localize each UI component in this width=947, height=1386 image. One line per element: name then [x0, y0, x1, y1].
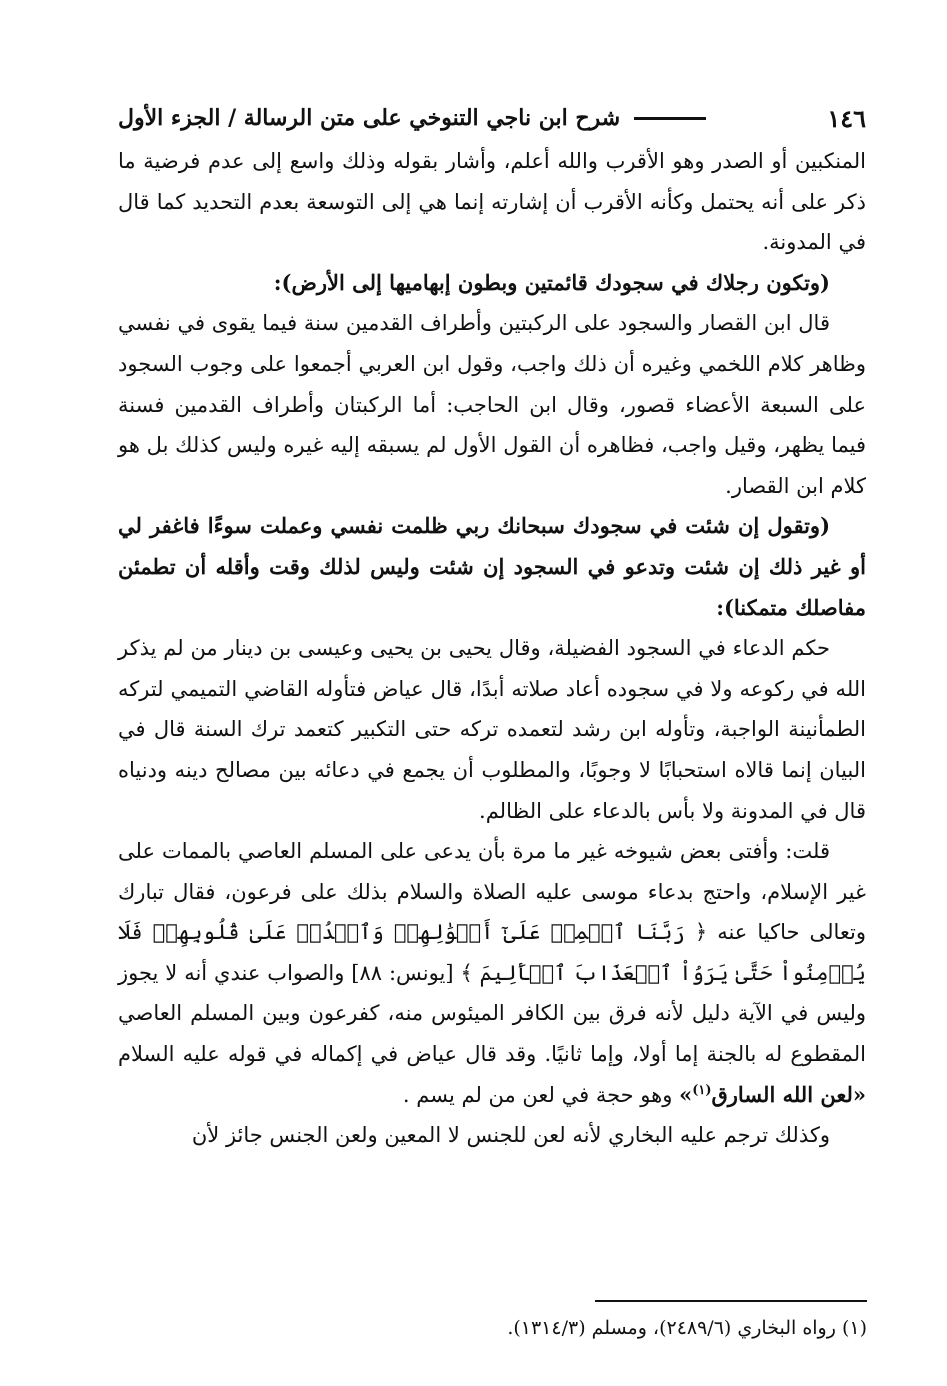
footnote: (١) رواه البخاري (٢٤٨٩/٦)، ومسلم (١٣١٤/٣). [507, 1317, 867, 1339]
footnote-marker[interactable]: (١) [692, 1082, 712, 1098]
paragraph-4-end: وهو حجة في لعن من لم يسم . [402, 1082, 673, 1107]
page-header [118, 95, 866, 141]
page-number: ١٤٦ [827, 103, 866, 133]
paragraph-2: قال ابن القصار والسجود على الركبتين وأطراف القدمين سنة فيما يقوى في نفسي وظاهر كلام اللخمي وغيره أن ذلك واجب، وقول ابن العربي أجمعوا على وجوب السجود على السبعة الأعضاء قصور، وقال ابن الحاجب: أما الركبتان وأطراف القدمين فسنة فيما يظهر، وقيل واجب، فظاهره أن القول الأول لم يسبقه إليه غيره وليس كذلك بل هو كلام ابن القصار. [118, 311, 866, 498]
running-title-group [118, 105, 706, 131]
paragraph-4-text: قلت: وأفتى بعض شيوخه غير ما مرة بأن يدعى على المسلم العاصي بالممات على غير الإسلام، واحتج بدعاء موسى عليه الصلاة والسلام بذلك على فرعون، فقال تبارك وتعالى حاكيا عنه [118, 839, 866, 945]
running-title: شرح ابن ناجي التنوخي على متن الرسالة / الجزء الأول [118, 105, 621, 131]
paragraph-4-continued: [يونس: ٨٨] والصواب عندي أنه لا يجوز وليس في الآية دليل لأنه فرق بين الكافر الميئوس منه، كفرعون وبين المسلم العاصي المقطوع له بالجنة إما أولا، وإما ثانيًا. وقد قال عياض في إكماله في قوله عليه السلام [118, 960, 866, 1067]
footnote-separator [595, 1300, 867, 1302]
paragraph-1: المنكبين أو الصدر وهو الأقرب والله أعلم، وأشار بقوله وذلك واسع إلى عدم فرضية ما ذكر على أنه يحتمل وكأنه الأقرب أن إشارته إنما هي إلى التوسعة بعدم التحديد كما قال في المدونة. [118, 149, 866, 255]
book-page [118, 95, 866, 1156]
paragraph-5: وكذلك ترجم عليه البخاري لأنه لعن للجنس لا المعين ولعن الجنس جائز لأن [191, 1123, 830, 1148]
hadith-quote [679, 1082, 866, 1107]
quran-verse: ﴿ رَبَّنَا ٱطۡمِسۡ عَلَىٰٓ أَمۡوَٰلِهِمۡ وَٱشۡدُدۡ عَلَىٰ قُلُوبِهِمۡ فَلَا يُؤۡمِنُواْ حَتَّىٰ يَرَوُاْ ٱلۡعَذَابَ ٱلۡأَلِيمَ ﴾ [118, 920, 866, 985]
header-dash [634, 117, 706, 120]
page-body [118, 141, 866, 1156]
hadith-quote-close: » [679, 1081, 693, 1107]
matn-heading-2: (وتقول إن شئت في سجودك سبحانك ربي ظلمت نفسي وعملت سوءًا فاغفر لي أو غير ذلك إن شئت وتدعو في السجود إن شئت وليس لذلك وقت وأقله أن تطمئن مفاصلك متمكنا): [118, 513, 866, 620]
paragraph-3: حكم الدعاء في السجود الفضيلة، وقال يحيى بن يحيى وعيسى بن دينار من لم يذكر الله في ركوعه ولا في سجوده أعاد صلاته أبدًا، قال عياض فتأوله القاضي التميمي لتركه الطمأنينة الواجبة، وتأوله ابن رشد لتعمده تركه حتى التكبير كتعمد ترك السنة قال في البيان إنما قالاه استحبابًا لا وجوبًا، والمطلوب أن يجمع في دعائه بين مصالح دينه ودنياه قال في المدونة ولا بأس بالدعاء على الظالم. [118, 636, 866, 823]
hadith-quote-text: «لعن الله السارق [711, 1081, 866, 1107]
matn-heading-1: (وتكون رجلاك في سجودك قائمتين وبطون إبهاميها إلى الأرض): [273, 269, 830, 295]
paragraph-4 [118, 831, 866, 1115]
